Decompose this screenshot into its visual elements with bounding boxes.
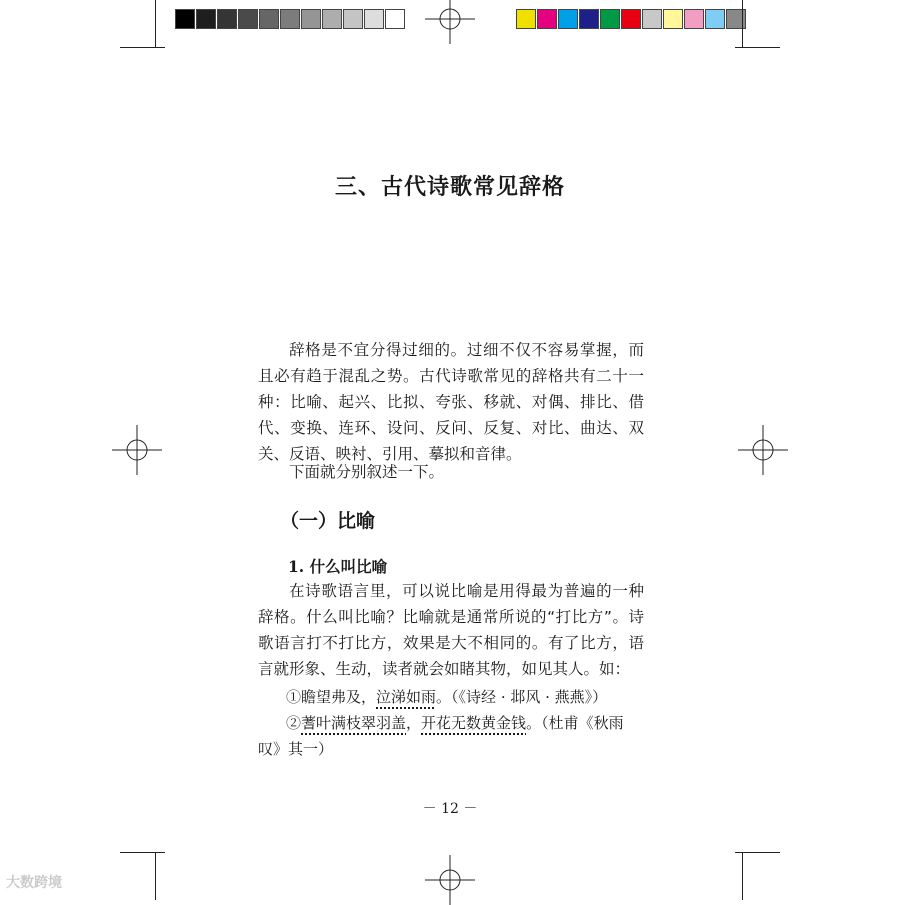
example-quote-1 bbox=[258, 684, 644, 710]
color-swatch bbox=[663, 9, 683, 29]
body-paragraph: 在诗歌语言里，可以说比喻是用得最为普遍的一种辞格。什么叫比喻？比喻就是通常所说的“打比方”。诗歌语言打不打比方，效果是大不相同的。有了比方，语言就形象、生动，读者就会如睹其物，如见其人。如： bbox=[258, 582, 644, 678]
chapter-title: 三、古代诗歌常见辞格 bbox=[334, 174, 565, 200]
example-number: ① bbox=[286, 688, 302, 706]
example-plain-text: 瞻望弗及， bbox=[301, 688, 377, 706]
color-swatch bbox=[642, 9, 662, 29]
example-quote-2 bbox=[258, 710, 644, 762]
color-swatch-bar bbox=[516, 9, 747, 29]
color-swatch bbox=[537, 9, 557, 29]
registration-mark-left bbox=[112, 425, 162, 475]
color-swatch bbox=[600, 9, 620, 29]
grayscale-swatch-bar bbox=[175, 9, 406, 29]
color-swatch bbox=[280, 9, 300, 29]
color-swatch bbox=[364, 9, 384, 29]
registration-mark-top bbox=[425, 0, 475, 44]
color-swatch bbox=[259, 9, 279, 29]
example-emphasized-text: 泣涕如雨 bbox=[376, 688, 437, 706]
color-swatch bbox=[558, 9, 578, 29]
color-swatch bbox=[579, 9, 599, 29]
sub-heading: 1. 什么叫比喻 bbox=[288, 557, 388, 576]
color-swatch bbox=[301, 9, 321, 29]
color-swatch bbox=[705, 9, 725, 29]
registration-mark-right bbox=[738, 425, 788, 475]
intro-transition: 下面就分别叙述一下。 bbox=[289, 463, 445, 481]
example-emphasized-text: 蓍叶满枝翠羽盖 bbox=[301, 714, 407, 732]
section-heading: （一）比喻 bbox=[280, 510, 376, 532]
watermark-logo bbox=[6, 872, 62, 892]
color-swatch bbox=[516, 9, 536, 29]
color-swatch bbox=[385, 9, 405, 29]
color-swatch bbox=[621, 9, 641, 29]
example-source: 。（《诗经 · 邶风 · 燕燕》） bbox=[436, 688, 608, 706]
color-swatch bbox=[238, 9, 258, 29]
watermark-text: 大数跨境 bbox=[6, 875, 62, 891]
color-swatch bbox=[196, 9, 216, 29]
registration-mark-bottom bbox=[425, 855, 475, 905]
color-swatch bbox=[684, 9, 704, 29]
example-plain-text: ， bbox=[406, 714, 422, 732]
intro-paragraph: 辞格是不宜分得过细的。过细不仅不容易掌握，而且必有趋于混乱之势。古代诗歌常见的辞格共有二十一种：比喻、起兴、比拟、夸张、移就、对偶、排比、借代、变换、连环、设问、反问、反复、对比、曲达、双关、反语、映衬、引用、摹拟和音律。 bbox=[258, 341, 644, 463]
example-number: ② bbox=[286, 714, 302, 732]
color-swatch bbox=[175, 9, 195, 29]
color-swatch bbox=[322, 9, 342, 29]
color-swatch bbox=[343, 9, 363, 29]
color-swatch bbox=[217, 9, 237, 29]
page-number: － 12 － bbox=[422, 801, 478, 817]
example-source: 。（杜甫《秋雨叹》其一） bbox=[258, 714, 624, 758]
color-swatch bbox=[726, 9, 746, 29]
example-emphasized-text: 开花无数黄金钱 bbox=[421, 714, 527, 732]
